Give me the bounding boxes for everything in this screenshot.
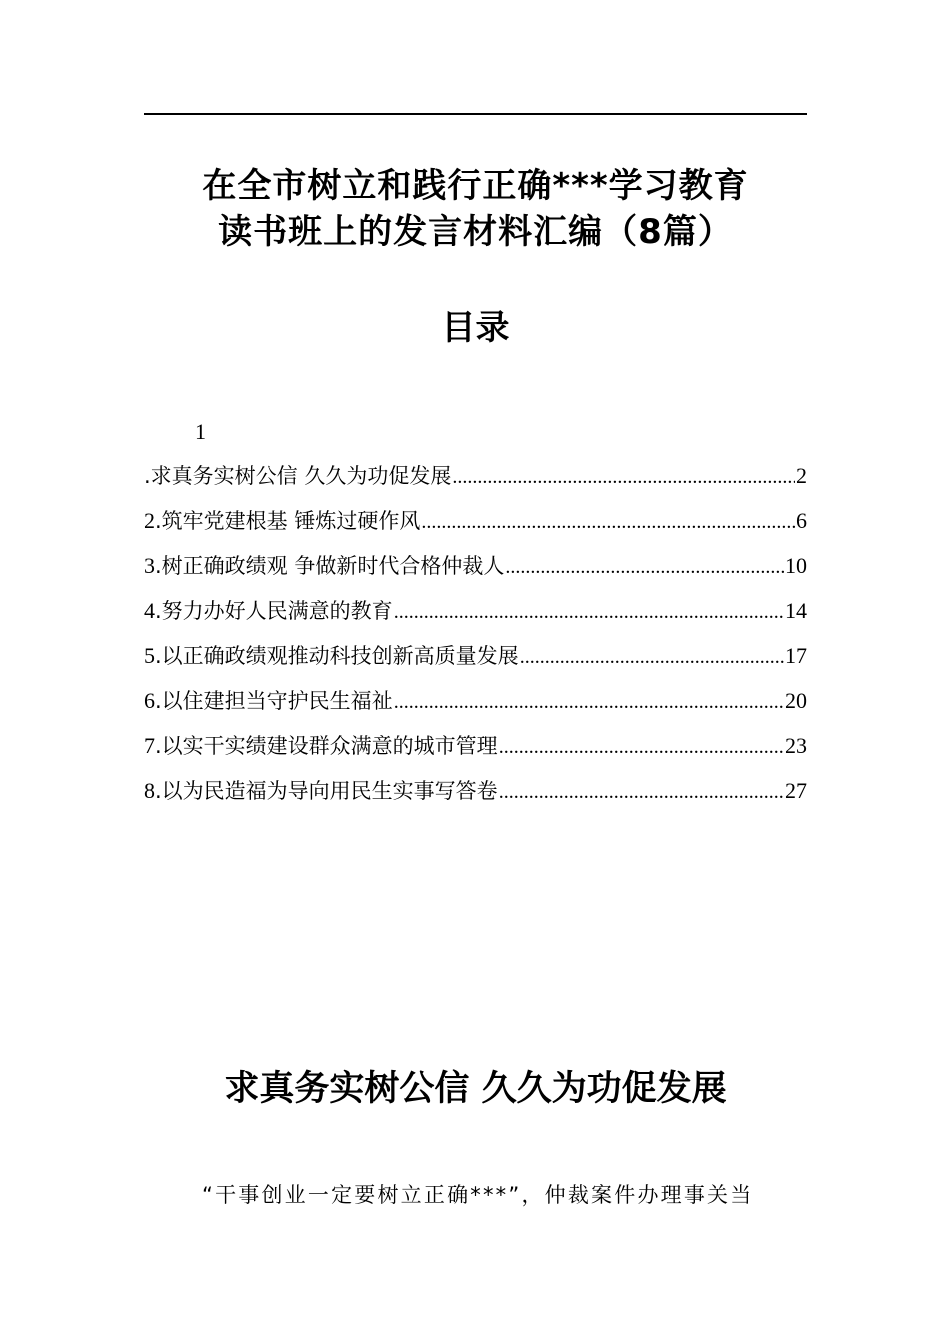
toc-dot-leader bbox=[394, 596, 784, 628]
toc-orphan-number: 1 bbox=[195, 419, 206, 444]
toc-entry-6[interactable] bbox=[144, 685, 807, 730]
toc-dot-leader bbox=[421, 506, 795, 538]
toc-entry-3[interactable] bbox=[144, 550, 807, 595]
toc-dot-leader bbox=[499, 731, 784, 763]
toc-entry-number: 4 bbox=[144, 598, 155, 623]
toc-entry-number: 5 bbox=[144, 643, 155, 668]
toc-entry-page: 23 bbox=[785, 733, 807, 758]
toc-entry-number: 6 bbox=[144, 688, 155, 713]
body-paragraph: “干事创业一定要树立正确***”，仲裁案件办理事关当 bbox=[202, 1183, 754, 1207]
toc-entry-title: .努力办好人民满意的教育 bbox=[155, 599, 393, 623]
toc-entry-page: 10 bbox=[785, 553, 807, 578]
table-of-contents bbox=[144, 460, 807, 820]
toc-entry-7[interactable] bbox=[144, 730, 807, 775]
toc-entry-title: .以实干实绩建设群众满意的城市管理 bbox=[155, 734, 498, 758]
header-rule bbox=[144, 113, 807, 115]
document-title-line-2: 读书班上的发言材料汇编（8篇） bbox=[218, 212, 733, 252]
toc-entry-title: .以住建担当守护民生福祉 bbox=[155, 689, 393, 713]
toc-entry-number: 3 bbox=[144, 553, 155, 578]
toc-entry-page: 27 bbox=[785, 778, 807, 803]
toc-heading: 目录 bbox=[441, 308, 510, 348]
toc-entry-number: 8 bbox=[144, 778, 155, 803]
toc-entry-page: 2 bbox=[796, 463, 807, 488]
toc-entry-8[interactable] bbox=[144, 775, 807, 820]
toc-entry-number: 2 bbox=[144, 508, 155, 533]
toc-dot-leader bbox=[452, 461, 795, 493]
toc-entry-page: 6 bbox=[796, 508, 807, 533]
toc-entry-2[interactable] bbox=[144, 505, 807, 550]
toc-dot-leader bbox=[394, 686, 784, 718]
document-title-line-1: 在全市树立和践行正确***学习教育 bbox=[202, 166, 749, 206]
toc-entry-4[interactable] bbox=[144, 595, 807, 640]
toc-dot-leader bbox=[499, 776, 784, 808]
toc-dot-leader bbox=[505, 551, 784, 583]
toc-entry-title: .求真务实树公信 久久为功促发展 bbox=[144, 464, 452, 488]
toc-entry-page: 20 bbox=[785, 688, 807, 713]
toc-entry-page: 14 bbox=[785, 598, 807, 623]
toc-dot-leader bbox=[520, 641, 784, 673]
toc-entry-title: .以为民造福为导向用民生实事写答卷 bbox=[155, 779, 498, 803]
toc-entry-page: 17 bbox=[785, 643, 807, 668]
section-title: 求真务实树公信 久久为功促发展 bbox=[224, 1068, 727, 1109]
toc-entry-title: .以正确政绩观推动科技创新高质量发展 bbox=[155, 644, 519, 668]
toc-entry-1[interactable] bbox=[144, 460, 807, 505]
toc-entry-5[interactable] bbox=[144, 640, 807, 685]
toc-entry-title: .筑牢党建根基 锤炼过硬作风 bbox=[155, 509, 421, 533]
toc-entry-number: 7 bbox=[144, 733, 155, 758]
toc-entry-title: .树正确政绩观 争做新时代合格仲裁人 bbox=[155, 554, 505, 578]
